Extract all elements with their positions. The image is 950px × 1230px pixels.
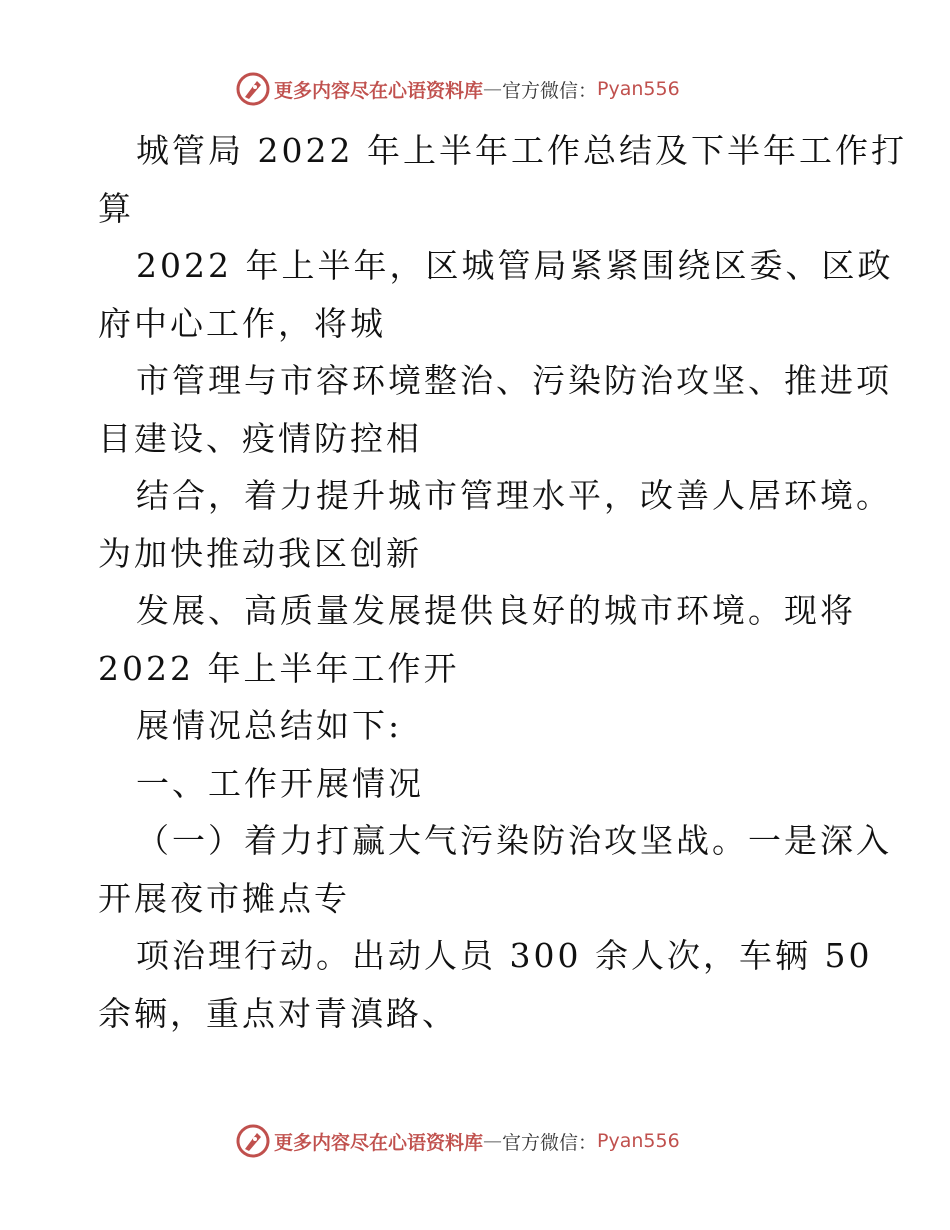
text-line: 结合，着力提升城市管理水平，改善人居环境。 [136, 476, 892, 515]
text-line: 2022 年上半年，区城管局紧紧围绕区委、区政 [136, 246, 894, 285]
text-line: 城管局 2022 年上半年工作总结及下半年工作打 [136, 131, 907, 170]
text-line: 市管理与市容环境整治、污染防治攻坚、推进项 [136, 361, 892, 400]
watermark-wechat-id: Pyan556 [597, 1130, 680, 1152]
watermark-separator: — [483, 78, 503, 100]
pen-nib-logo-icon [236, 1124, 270, 1158]
footer-watermark [236, 1124, 680, 1158]
text-line: 余辆，重点对青滇路、 [98, 993, 458, 1033]
text-line: 开展夜市摊点专 [98, 878, 350, 918]
watermark-text: 更多内容尽在心语资料库 [274, 1131, 484, 1154]
text-line: 一、工作开展情况 [136, 763, 424, 803]
watermark-wechat-label: 官方微信： [502, 79, 598, 102]
text-line: 算 [98, 188, 134, 228]
text-line: 展情况总结如下: [136, 706, 403, 745]
document-body [98, 122, 907, 1042]
watermark-wechat-label: 官方微信： [502, 1131, 598, 1154]
text-line: 为加快推动我区创新 [98, 533, 422, 573]
text-line: （一）着力打赢大气污染防治攻坚战。一是深入 [136, 821, 892, 860]
watermark-text: 更多内容尽在心语资料库 [274, 79, 484, 102]
text-line: 府中心工作，将城 [98, 303, 386, 343]
watermark-wechat-id: Pyan556 [597, 78, 680, 100]
text-line: 项治理行动。出动人员 300 余人次，车辆 50 [136, 936, 873, 975]
header-watermark [236, 72, 680, 106]
watermark-separator: — [483, 1130, 503, 1152]
text-line: 2022 年上半年工作开 [98, 648, 460, 688]
pen-nib-logo-icon [236, 72, 270, 106]
text-line: 目建设、疫情防控相 [98, 418, 422, 458]
text-line: 发展、高质量发展提供良好的城市环境。现将 [136, 591, 856, 630]
